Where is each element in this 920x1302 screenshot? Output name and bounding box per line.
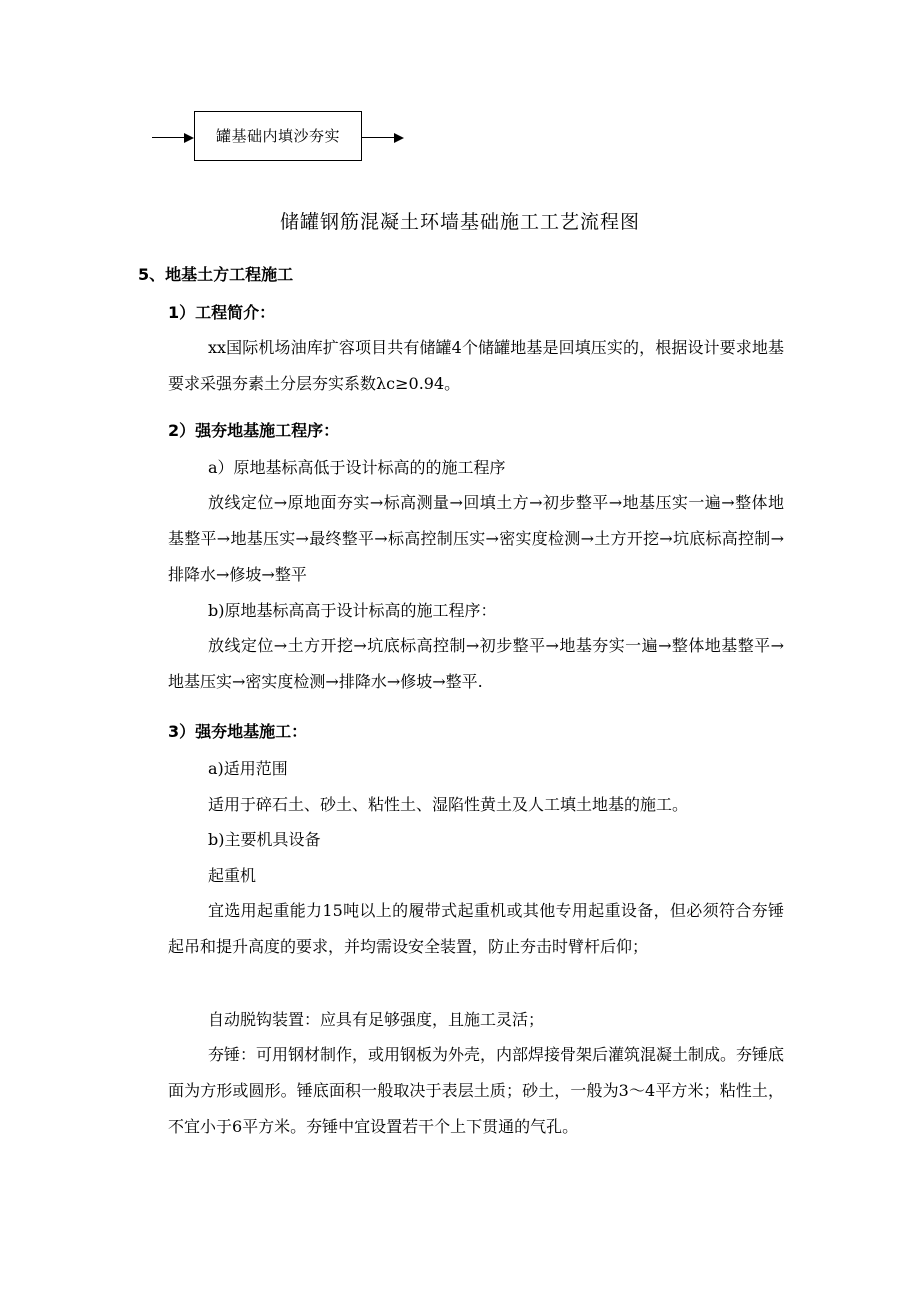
flow-arrow-in-line xyxy=(152,137,186,138)
sub-2-b-sequence: 放线定位→土方开挖→坑底标高控制→初步整平→地基夯实一遍→整体地基整平→地基压实→密实度检测→排降水→修坡→整平. xyxy=(168,636,784,691)
flow-arrow-out-head xyxy=(394,133,404,143)
section-5-title: 5、地基土方工程施工 xyxy=(138,265,294,284)
flowchart-caption: 储罐钢筋混凝土环墙基础施工工艺流程图 xyxy=(279,211,640,233)
sub-2-b-title: b)原地基标高高于设计标高的施工程序： xyxy=(208,601,497,620)
sub-3-a-paragraph: 适用于碎石土、砂土、粘性土、湿陷性黄土及人工填土地基的施工。 xyxy=(208,795,689,814)
flow-arrow-in-head xyxy=(184,133,194,143)
auto-hook-paragraph: 自动脱钩装置：应具有足够强度，且施工灵活； xyxy=(208,1010,545,1029)
crane-title: 起重机 xyxy=(208,866,257,885)
sub-2-title: 2）强夯地基施工程序： xyxy=(168,421,340,440)
sub-1-paragraph: xx国际机场油库扩容项目共有储罐4个储罐地基是回填压实的，根据设计要求地基要求采强夯素土分层夯实系数λc≥0.94。 xyxy=(168,338,784,393)
hammer-paragraph: 夯锤：可用钢材制作，或用钢板为外壳，内部焊接骨架后灌筑混凝土制成。夯锤底面为方形或圆形。锤底面积一般取决于表层土质；砂土，一般为3～4平方米；粘性土，不宜小于6平方米。夯锤中宜设置若干个上下贯通的气孔。 xyxy=(168,1045,785,1136)
sub-3-a-title: a)适用范围 xyxy=(208,759,288,778)
crane-paragraph: 宜选用起重能力15吨以上的履带式起重机或其他专用起重设备，但必须符合夯锤起吊和提升高度的要求，并均需设安全装置，防止夯击时臂杆后仰； xyxy=(168,901,784,956)
flow-arrow-out-line xyxy=(362,137,396,138)
sub-3-b-title: b)主要机具设备 xyxy=(208,830,321,849)
sub-3-title: 3）强夯地基施工： xyxy=(168,722,308,741)
sub-2-a-title: a）原地基标高低于设计标高的的施工程序 xyxy=(208,458,506,477)
sub-1-title: 1）工程简介： xyxy=(168,303,276,322)
sub-2-a-sequence: 放线定位→原地面夯实→标高测量→回填土方→初步整平→地基压实一遍→整体地基整平→地基压实→最终整平→标高控制压实→密实度检测→土方开挖→坑底标高控制→排降水→修坡→整平 xyxy=(168,493,784,584)
flow-step-box: 罐基础内填沙夯实 xyxy=(194,111,362,161)
